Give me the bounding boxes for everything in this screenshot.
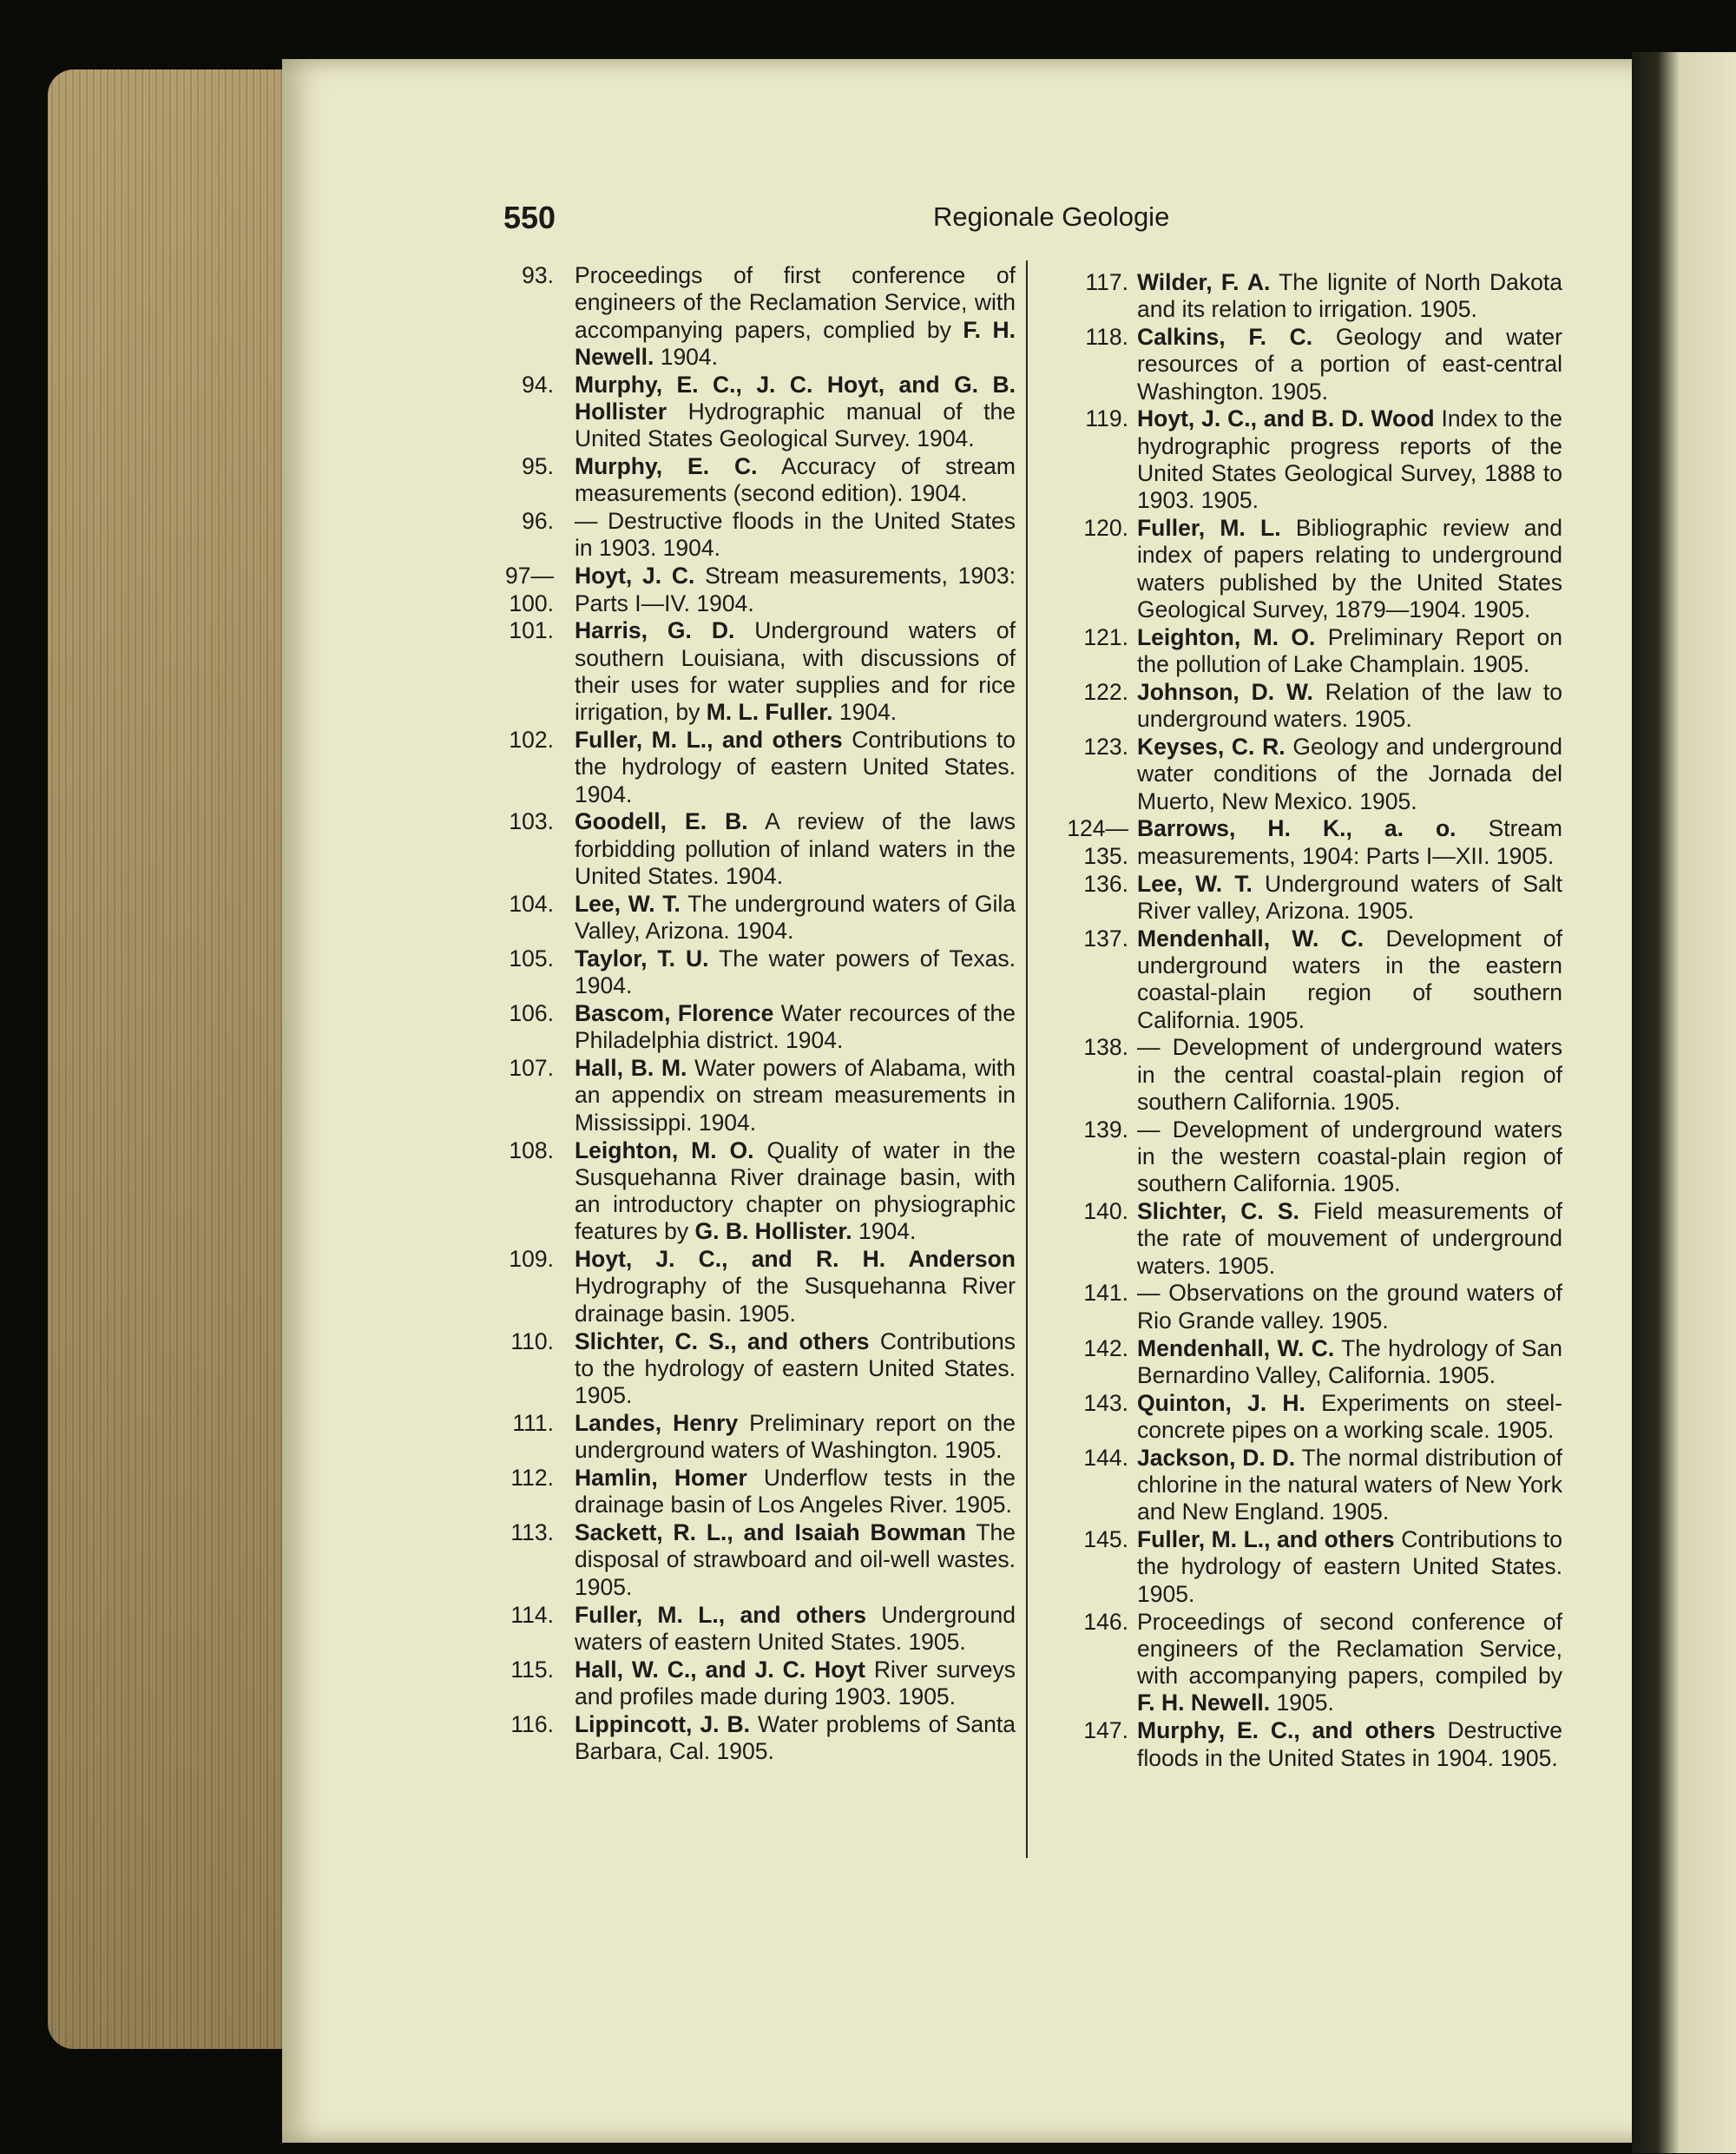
entry-author: Hoyt, J. C., and B. D. Wood — [1137, 405, 1435, 432]
entry-number: 104. — [509, 890, 554, 917]
bibliography-entry — [486, 262, 1016, 371]
entry-number: 120. — [1083, 515, 1128, 542]
entry-title: Geology and water resources of a portion of east-central Washington. 1905. — [1137, 324, 1562, 405]
entry-number: 113. — [510, 1519, 554, 1546]
entry-title: Contributions to the hydrology of eastern United States. 1905. — [1137, 1526, 1562, 1607]
entry-title: Accuracy of stream measurements (second edition). 1904. — [575, 453, 1016, 507]
entry-number: 94. — [522, 371, 554, 398]
entry-author: Fuller, M. L., and others — [575, 727, 843, 754]
entry-author: Johnson, D. W. — [1137, 678, 1313, 705]
entry-number: 139. — [1083, 1116, 1128, 1143]
bibliography-entry — [486, 808, 1016, 890]
entry-title: Contributions to the hydrology of eastern United States. 1905. — [575, 1327, 1016, 1409]
entry-title: The lignite of North Dakota and its relation to irrigation. 1905. — [1137, 269, 1562, 323]
entry-number: 109. — [509, 1246, 554, 1273]
entry-title: Underflow tests in the drainage basin of Los Angeles River. 1905. — [575, 1465, 1016, 1518]
entry-title: Contributions to the hydrology of eastern United States. 1904. — [575, 727, 1016, 807]
entry-number: 142. — [1083, 1334, 1128, 1361]
entry-title: Stream measurements, 1904: Parts I—XII. 1905. — [1137, 815, 1562, 869]
entry-title: Destructive floods in the United States in 1904. 1905. — [1137, 1717, 1562, 1771]
entry-number: 111. — [512, 1409, 554, 1436]
entry-title: Proceedings of first conference of engineers of the Reclamation Service, with accompanying papers, complied by — [575, 262, 1016, 343]
entry-number: 136. — [1083, 870, 1128, 897]
entry-number: 114. — [510, 1601, 554, 1628]
bibliography-entry — [1042, 324, 1562, 405]
entry-author: Barrows, H. K., a. o. — [1137, 815, 1457, 842]
bibliography-entry — [1042, 871, 1562, 925]
entry-title: Preliminary Report on the pollution of Lake Champlain. 1905. — [1137, 623, 1562, 678]
entry-author: Hamlin, Homer — [575, 1465, 747, 1492]
entry-title: The normal distribution of chlorine in the natural waters of New York and New England. 1905. — [1137, 1444, 1562, 1525]
entry-number: 102. — [509, 727, 554, 754]
entry-number: 147. — [1083, 1717, 1128, 1744]
entry-number: 115. — [510, 1656, 554, 1683]
entry-author: Keyses, C. R. — [1137, 734, 1286, 761]
entry-secondary-author: F. H. Newell. — [1137, 1690, 1271, 1716]
bibliography-entry — [486, 453, 1016, 508]
entry-number: 138. — [1083, 1034, 1128, 1061]
bibliography-entry — [486, 1410, 1016, 1465]
right-column — [1042, 269, 1562, 1772]
bibliography-entry — [1042, 405, 1562, 514]
entry-number: 103. — [509, 808, 554, 835]
entry-author: Hall, W. C., and J. C. Hoyt — [575, 1656, 865, 1683]
bibliography-entry — [1042, 1717, 1562, 1772]
entry-title: The disposal of strawboard and oil-well wastes. 1905. — [575, 1519, 1016, 1600]
bibliography-entry — [486, 1657, 1016, 1711]
entry-author: Hall, B. M. — [575, 1055, 687, 1082]
entry-author: Murphy, E. C., J. C. Hoyt, and G. B. Hollister — [575, 371, 1016, 425]
entry-number: 119. — [1085, 405, 1128, 432]
bibliography-entry — [486, 1465, 1016, 1519]
entry-title: Underground waters of southern Louisiana, with discussions of their uses for water supplies and for rice irrigation, by — [575, 617, 1016, 726]
entry-year: 1904. — [858, 1218, 917, 1245]
entry-number: 118. — [1085, 324, 1128, 351]
bibliography-entry — [486, 1602, 1016, 1657]
entry-number: 101. — [509, 617, 554, 644]
entry-author: Harris, G. D. — [575, 617, 735, 644]
entry-title: Water powers of Alabama, with an appendix on stream measurements in Mississippi. 1904. — [575, 1055, 1016, 1136]
bibliography-entry — [486, 1000, 1016, 1055]
entry-title: Proceedings of second conference of engineers of the Reclamation Service, with accompanying papers, compiled by — [1137, 1608, 1562, 1690]
entry-author: Leighton, M. O. — [1137, 623, 1316, 650]
bibliography-entry — [486, 727, 1016, 808]
entry-title: Development of underground waters in the eastern coastal-plain region of southern California. 1905. — [1137, 925, 1562, 1033]
entry-title: The hydrology of San Bernardino Valley, California. 1905. — [1137, 1334, 1562, 1388]
bibliography-entry — [486, 1711, 1016, 1766]
bibliography-entry — [1042, 1280, 1562, 1334]
entry-title: The underground waters of Gila Valley, Arizona. 1904. — [575, 890, 1016, 945]
entry-secondary-author: M. L. Fuller. — [706, 699, 833, 726]
entry-secondary-author: G. B. Hollister. — [694, 1218, 852, 1245]
bibliography-entry — [486, 1055, 1016, 1136]
entry-author: Calkins, F. C. — [1137, 324, 1313, 351]
entry-number: 112. — [510, 1465, 554, 1492]
entry-number: 122. — [1083, 678, 1128, 705]
entry-number: 140. — [1083, 1198, 1128, 1225]
entry-author: Sackett, R. L., and Isaiah Bowman — [575, 1519, 966, 1546]
entry-number: 110. — [510, 1327, 554, 1354]
entry-number: 108. — [509, 1136, 554, 1163]
entry-author: Bascom, Florence — [575, 1000, 774, 1027]
bibliography-entry — [1042, 624, 1562, 679]
entry-author: Lippincott, J. B. — [575, 1710, 750, 1737]
bibliography-entry — [486, 945, 1016, 1000]
entry-number: 97—100. — [505, 563, 554, 616]
bibliography-entry — [1042, 1526, 1562, 1608]
entry-year: 1905. — [1276, 1690, 1334, 1716]
bibliography-entry — [1042, 1198, 1562, 1280]
entry-title: Water recources of the Philadelphia district. 1904. — [575, 1000, 1016, 1054]
entry-author: Leighton, M. O. — [575, 1136, 754, 1163]
bibliography-entry — [1042, 1390, 1562, 1445]
entry-author: Wilder, F. A. — [1137, 269, 1271, 295]
entry-title: Field measurements of the rate of mouvement of underground waters. 1905. — [1137, 1198, 1562, 1279]
entry-author: Mendenhall, W. C. — [1137, 1334, 1335, 1361]
entry-number: 145. — [1083, 1526, 1128, 1553]
entry-title: — Observations on the ground waters of Rio Grande valley. 1905. — [1137, 1280, 1562, 1334]
bibliography-entry — [1042, 734, 1562, 815]
page-number: 550 — [503, 200, 556, 235]
entry-author: Fuller, M. L. — [1137, 515, 1281, 542]
entry-author: Hoyt, J. C., and R. H. Anderson — [575, 1246, 1016, 1273]
bibliography-entry — [486, 372, 1016, 453]
entry-number: 137. — [1083, 925, 1128, 952]
entry-author: Lee, W. T. — [1137, 870, 1253, 897]
entry-number: 144. — [1083, 1444, 1128, 1471]
entry-title: Underground waters of eastern United States. 1905. — [575, 1601, 1016, 1655]
bibliography-entry — [486, 617, 1016, 726]
running-title: Regionale Geologie — [933, 201, 1170, 232]
bibliography-entry — [486, 508, 1016, 563]
book-page-edges-shade — [48, 69, 295, 2049]
entry-author: Fuller, M. L., and others — [575, 1601, 866, 1628]
bibliography-entry — [1042, 1034, 1562, 1116]
bibliography-entry — [486, 1137, 1016, 1246]
bibliography-entry — [1042, 269, 1562, 324]
entry-title: Underground waters of Salt River valley, Arizona. 1905. — [1137, 870, 1562, 924]
bibliography-entry — [1042, 1335, 1562, 1390]
entry-title: The water powers of Texas. 1904. — [575, 945, 1016, 999]
entry-author: Goodell, E. B. — [575, 808, 748, 835]
bibliography-entry — [1042, 515, 1562, 623]
entry-author: Murphy, E. C., and others — [1137, 1717, 1436, 1744]
entry-author: Jackson, D. D. — [1137, 1444, 1296, 1471]
column-divider — [1026, 260, 1028, 1858]
entry-number: 123. — [1083, 734, 1128, 761]
bibliography-entry — [1042, 925, 1562, 1034]
bibliography-entry — [486, 1519, 1016, 1601]
entry-number: 117. — [1085, 269, 1128, 295]
entry-title: Stream measurements, 1903: Parts I—IV. 1904. — [575, 563, 1016, 616]
entry-author: Taylor, T. U. — [575, 945, 709, 972]
entry-author: Mendenhall, W. C. — [1137, 925, 1364, 952]
bibliography-entry — [1042, 679, 1562, 734]
entry-number: 141. — [1083, 1280, 1128, 1307]
entry-number: 116. — [510, 1710, 554, 1737]
entry-number: 146. — [1083, 1608, 1128, 1635]
entry-title: — Development of underground waters in the central coastal-plain region of southern California. 1905. — [1137, 1034, 1562, 1115]
entry-year: 1904. — [838, 699, 898, 726]
page-header — [503, 200, 1571, 252]
entry-author: Landes, Henry — [575, 1409, 739, 1436]
entry-author: Slichter, C. S., and others — [575, 1327, 870, 1354]
bibliography-entry — [486, 1246, 1016, 1327]
entry-number: 93. — [522, 262, 554, 288]
entry-number: 106. — [509, 1000, 554, 1027]
entry-title: Hydrography of the Susquehanna River drainage basin. 1905. — [575, 1273, 1016, 1327]
entry-title: Hydrographic manual of the United States Geological Survey. 1904. — [575, 398, 1016, 452]
left-column — [486, 262, 1016, 1766]
entry-number: 121. — [1083, 623, 1128, 650]
entry-title: Relation of the law to underground waters. 1905. — [1137, 678, 1562, 733]
entry-number: 143. — [1083, 1389, 1128, 1416]
entry-title: Preliminary report on the underground waters of Washington. 1905. — [575, 1409, 1016, 1464]
entry-title: — Development of underground waters in the western coastal-plain region of southern California. 1905. — [1137, 1116, 1562, 1197]
bibliography-entry — [486, 563, 1016, 617]
entry-number: 124—135. — [1067, 815, 1128, 869]
entry-title: A review of the laws forbidding pollution of inland waters in the United States. 1904. — [575, 808, 1016, 890]
entry-author: Murphy, E. C. — [575, 453, 758, 480]
entry-author: Quinton, J. H. — [1137, 1389, 1305, 1416]
book-gutter — [1632, 52, 1736, 2153]
entry-title: River surveys and profiles made during 1903. 1905. — [575, 1656, 1016, 1709]
entry-author: Slichter, C. S. — [1137, 1198, 1299, 1225]
entry-title: Quality of water in the Susquehanna River drainage basin, with an introductory chapter on physiographic features by — [575, 1136, 1016, 1245]
entry-author: Lee, W. T. — [575, 890, 681, 917]
bibliography-entry — [1042, 815, 1562, 870]
entry-number: 96. — [522, 508, 554, 535]
entry-year: 1904. — [660, 343, 719, 370]
entry-author: Fuller, M. L., and others — [1137, 1526, 1395, 1553]
bibliography-entry — [486, 891, 1016, 945]
entry-title: Geology and underground water conditions of the Jornada del Muerto, New Mexico. 1905. — [1137, 734, 1562, 814]
entry-number: 107. — [509, 1055, 554, 1082]
entry-number: 95. — [522, 453, 554, 480]
bibliography-entry — [1042, 1609, 1562, 1717]
bibliography-entry — [1042, 1445, 1562, 1526]
entry-number: 105. — [509, 945, 554, 972]
entry-title: Index to the hydrographic progress reports of the United States Geological Survey, 1888 to 1903. 1905. — [1137, 405, 1562, 514]
entry-secondary-author: F. H. Newell. — [575, 316, 1016, 370]
bibliography-entry — [486, 1328, 1016, 1410]
entry-title: Experiments on steel-concrete pipes on a working scale. 1905. — [1137, 1389, 1562, 1443]
entry-title: — Destructive floods in the United States in 1903. 1904. — [575, 508, 1016, 562]
entry-title: Bibliographic review and index of papers relating to underground waters published by the United States Geological Survey, 1879—1904. 1905. — [1137, 515, 1562, 623]
bibliography-entry — [1042, 1117, 1562, 1198]
entry-author: Hoyt, J. C. — [575, 563, 695, 590]
entry-title: Water problems of Santa Barbara, Cal. 1905. — [575, 1710, 1016, 1765]
